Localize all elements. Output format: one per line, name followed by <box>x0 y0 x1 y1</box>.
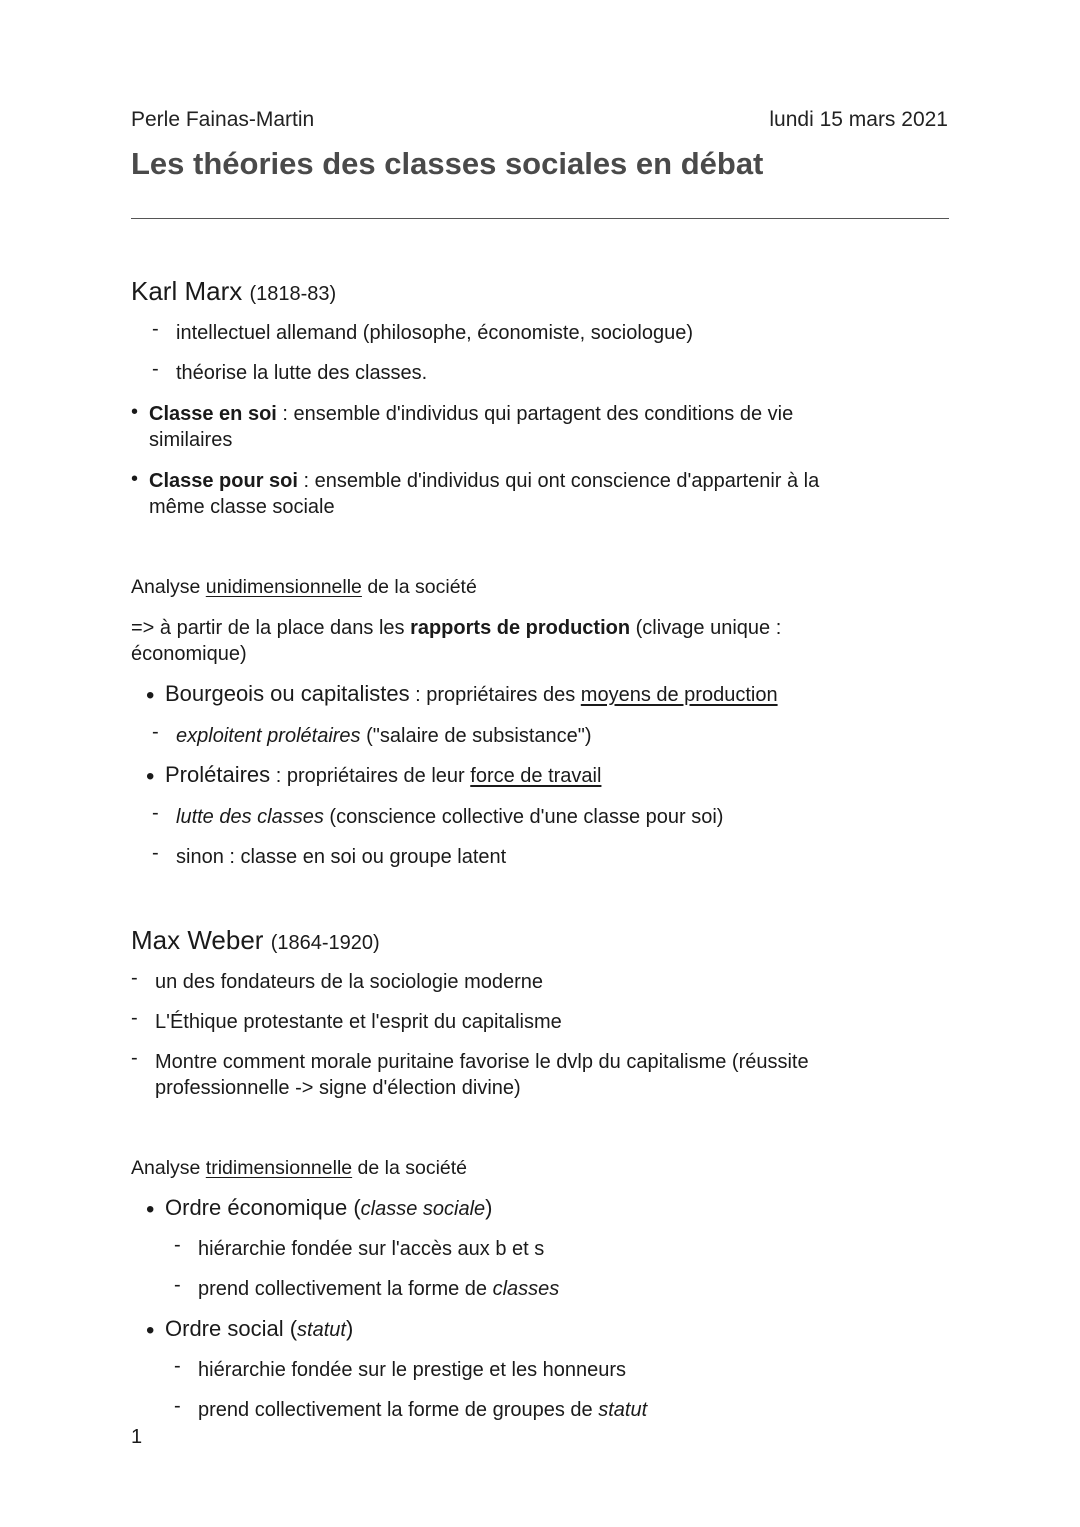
dash-bullet-icon: - <box>174 1355 181 1377</box>
author-name: Perle Fainas-Martin <box>131 108 315 131</box>
unidimensionnelle-keyword: unidimensionnelle <box>205 576 362 598</box>
classe-en-soi-def: : ensemble d'individus qui partagent des conditions de vie <box>276 403 794 425</box>
bourgeois-sub: exploitent prolétaires ("salaire de subsistance") <box>176 725 592 747</box>
marx-name: Karl Marx <box>131 276 243 306</box>
ordre-eco-sub-2: prend collectivement la forme de classes <box>198 1278 560 1300</box>
dash-bullet-icon: - <box>174 1395 181 1417</box>
document-date: lundi 15 mars 2021 <box>769 108 948 131</box>
dash-bullet-icon: - <box>174 1234 181 1256</box>
weber-bullet-1: un des fondateurs de la sociologie moderne <box>155 971 544 993</box>
section-heading-marx <box>131 276 336 307</box>
bourgeois-label: Bourgeois ou capitalistes <box>165 681 410 706</box>
ordre-eco-sub-1: hiérarchie fondée sur l'accès aux b et s <box>198 1238 545 1260</box>
dot-bullet-icon: • <box>146 682 155 709</box>
classe-pour-soi-def: : ensemble d'individus qui ont conscience d'appartenir à la <box>297 470 820 492</box>
classe-en-soi-line1 <box>149 401 793 427</box>
dash-bullet-icon: - <box>152 358 159 380</box>
weber-bullet-3-line1: Montre comment morale puritaine favorise le dvlp du capitalisme (réussite <box>155 1051 809 1073</box>
moyens-de-production: moyens de production <box>580 684 778 706</box>
weber-years: (1864-1920) <box>270 932 380 954</box>
proletaires-label: Prolétaires <box>165 762 271 787</box>
ordre-economique: Ordre économique (classe sociale) <box>165 1195 493 1220</box>
dash-bullet-icon: - <box>131 967 138 989</box>
weber-bullet-3-line2: professionnelle -> signe d'élection divine) <box>155 1077 521 1099</box>
proletaires-sub-2: sinon : classe en soi ou groupe latent <box>176 846 507 868</box>
rapports-de-production: rapports de production <box>410 617 631 639</box>
force-de-travail: force de travail <box>470 765 602 787</box>
ordre-social-sub-2: prend collectivement la forme de groupes de statut <box>198 1399 648 1421</box>
marx-bullet-2: théorise la lutte des classes. <box>176 362 428 384</box>
weber-bullet-2: L'Éthique protestante et l'esprit du capitalisme <box>155 1011 562 1033</box>
page-title: Les théories des classes sociales en débat <box>131 146 764 181</box>
proletaires-line: Prolétaires : propriétaires de leur force de travail <box>165 762 602 787</box>
classe-en-soi-line2: similaires <box>149 429 233 451</box>
tridimensionnelle-keyword: tridimensionnelle <box>205 1157 353 1179</box>
dash-bullet-icon: - <box>131 1047 138 1069</box>
marx-analyse-line1: => à partir de la place dans les rapports de production (clivage unique : <box>131 617 782 639</box>
dash-bullet-icon: - <box>152 802 159 824</box>
classe-pour-soi-line1 <box>149 468 819 494</box>
dash-bullet-icon: - <box>152 318 159 340</box>
proletaires-sub-1: lutte des classes (conscience collective d'une classe pour soi) <box>176 806 724 828</box>
dot-bullet-icon: • <box>146 1196 155 1223</box>
dot-bullet-icon: • <box>146 763 155 790</box>
dash-bullet-icon: - <box>152 842 159 864</box>
dash-bullet-icon: - <box>152 721 159 743</box>
classe-en-soi-term: Classe en soi <box>149 403 277 425</box>
classe-pour-soi-line2: même classe sociale <box>149 496 335 518</box>
classe-pour-soi-term: Classe pour soi <box>149 470 298 492</box>
marx-analyse-line2: économique) <box>131 643 247 665</box>
page-number: 1 <box>131 1426 143 1448</box>
marx-years: (1818-83) <box>249 283 337 305</box>
dot-bullet-icon: • <box>131 401 139 423</box>
dot-bullet-icon: • <box>146 1317 155 1344</box>
marx-analyse-heading: Analyse unidimensionnelle de la société <box>131 576 477 598</box>
bourgeois-line: Bourgeois ou capitalistes : propriétaires des moyens de production <box>165 681 778 706</box>
weber-name: Max Weber <box>131 925 264 955</box>
dash-bullet-icon: - <box>174 1274 181 1296</box>
section-heading-weber <box>131 925 380 956</box>
weber-analyse-heading: Analyse tridimensionnelle de la société <box>131 1157 468 1179</box>
marx-bullet-1: intellectuel allemand (philosophe, économiste, sociologue) <box>176 322 693 344</box>
title-divider <box>131 218 949 219</box>
dot-bullet-icon: • <box>131 468 139 490</box>
ordre-social-sub-1: hiérarchie fondée sur le prestige et les honneurs <box>198 1359 627 1381</box>
dash-bullet-icon: - <box>131 1007 138 1029</box>
ordre-social: Ordre social (statut) <box>165 1316 354 1341</box>
